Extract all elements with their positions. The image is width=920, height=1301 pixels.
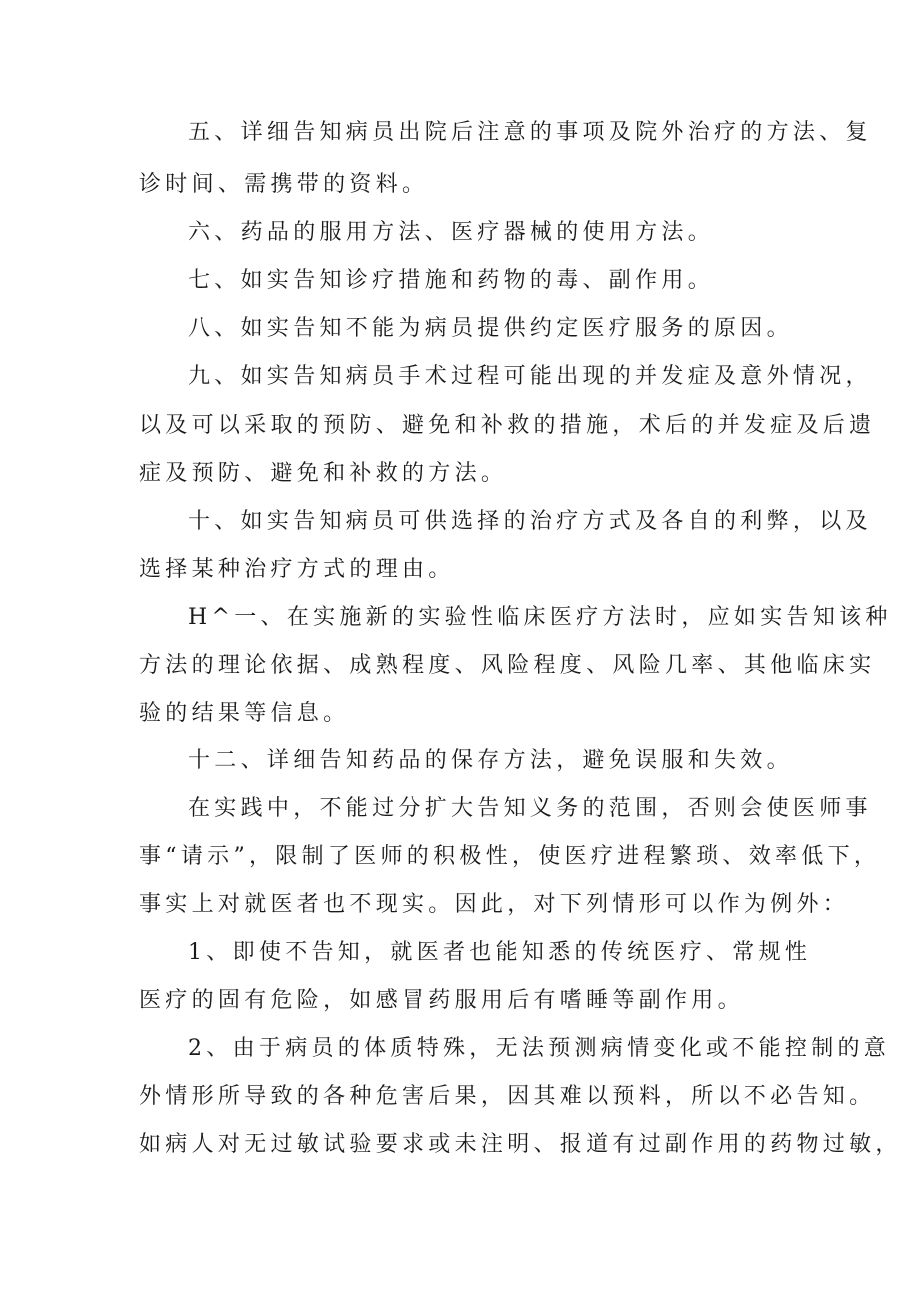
text-line: 十、如实告知病员可供选择的治疗方式及各自的利弊，以及	[188, 509, 872, 534]
text-line: 2、由于病员的体质特殊，无法预测病情变化或不能控制的意	[188, 1036, 891, 1061]
text-line: 验的结果等信息。	[139, 701, 350, 726]
text-line: 以及可以采取的预防、避免和补救的措施，术后的并发症及后遗	[139, 413, 876, 438]
text-line: 选择某种治疗方式的理由。	[139, 557, 455, 582]
text-line: 八、如实告知不能为病员提供约定医疗服务的原因。	[188, 316, 793, 341]
text-line: 医疗的固有危险，如感冒药服用后有嗜睡等副作用。	[139, 988, 744, 1013]
text-line: 1、即使不告知，就医者也能知悉的传统医疗、常规性	[188, 940, 812, 965]
text-line: 在实践中，不能过分扩大告知义务的范围，否则会使医师事	[188, 796, 872, 821]
text-line: 六、药品的服用方法、医疗器械的使用方法。	[188, 220, 715, 245]
text-line: 事实上对就医者也不现实。因此，对下列情形可以作为例外：	[139, 892, 850, 917]
text-line: H^一、在实施新的实验性临床医疗方法时，应如实告知该种	[188, 605, 892, 630]
text-line: 九、如实告知病员手术过程可能出现的并发症及意外情况，	[188, 364, 872, 389]
text-line: 五、详细告知病员出院后注意的事项及院外治疗的方法、复	[188, 120, 872, 145]
text-line: 如病人对无过敏试验要求或未注明、报道有过副作用的药物过敏，	[139, 1132, 902, 1157]
text-line: 方法的理论依据、成熟程度、风险程度、风险几率、其他临床实	[139, 653, 876, 678]
text-line: 十二、详细告知药品的保存方法，避免误服和失效。	[188, 748, 793, 773]
text-line: 症及预防、避免和补救的方法。	[139, 461, 508, 486]
text-line: 诊时间、需携带的资料。	[139, 172, 429, 197]
text-line: 外情形所导致的各种危害后果，因其难以预料，所以不必告知。	[139, 1084, 876, 1109]
text-line: 事“请示”，限制了医师的积极性，使医疗进程繁琐、效率低下，	[139, 844, 881, 869]
text-line: 七、如实告知诊疗措施和药物的毒、副作用。	[188, 268, 715, 293]
